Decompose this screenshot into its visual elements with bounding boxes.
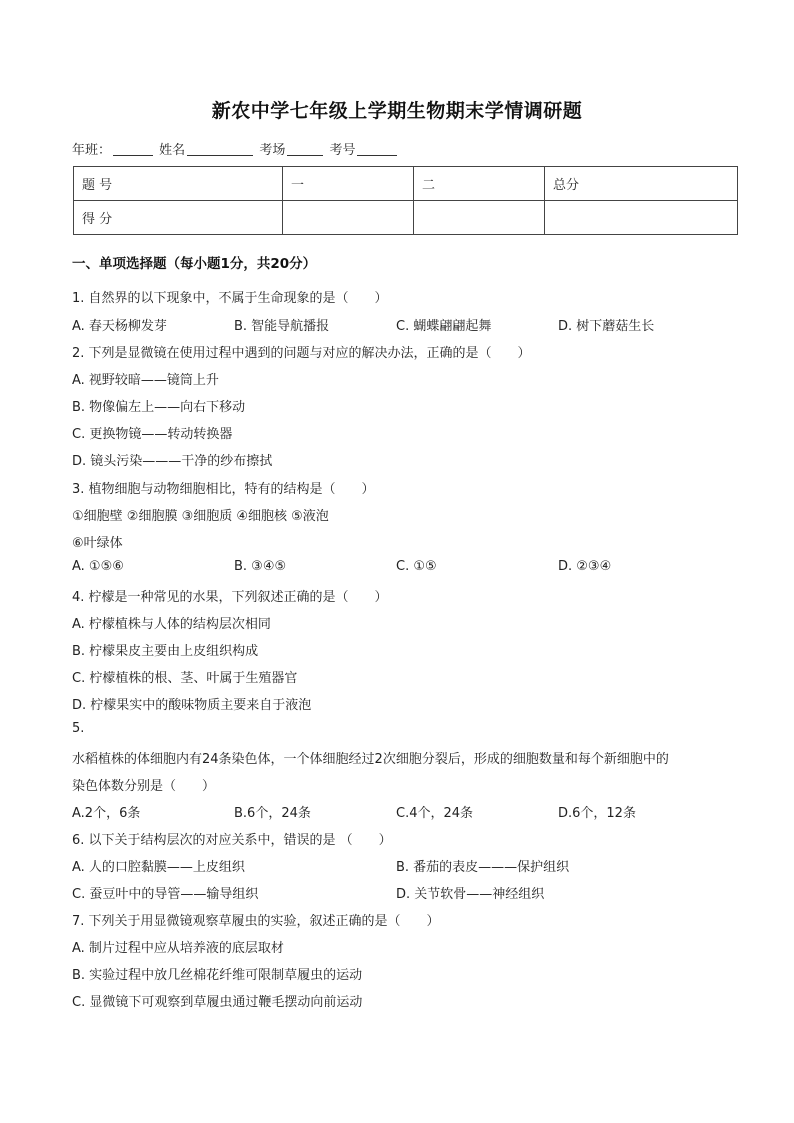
question-3-structures: ①细胞壁 ②细胞膜 ③细胞质 ④细胞核 ⑤液泡 — [72, 509, 329, 524]
question-2-stem: 2. 下列是显微镜在使用过程中遇到的问题与对应的解决办法，正确的是（ ） — [72, 346, 531, 361]
score-row-label: 得 分 — [74, 201, 283, 235]
class-label: 年班： — [72, 143, 112, 158]
class-blank[interactable] — [113, 142, 153, 156]
question-4-option-b: B. 柠檬果皮主要由上皮组织构成 — [72, 644, 259, 659]
question-1-option-b: B. 智能导航播报 — [234, 319, 330, 334]
number-label: 考号 — [329, 143, 356, 158]
question-3-option-d: D. ②③④ — [558, 559, 612, 574]
score-header-cell: 二 — [414, 167, 545, 201]
question-2-option-d: D. 镜头污染———干净的纱布擦拭 — [72, 454, 273, 469]
question-6-stem: 6. 以下关于结构层次的对应关系中，错误的是 （ ） — [72, 833, 392, 848]
question-2-option-b: B. 物像偏左上——向右下移动 — [72, 400, 246, 415]
question-5-option-c: C.4个，24条 — [396, 806, 474, 821]
question-6-option-b: B. 番茄的表皮———保护组织 — [396, 860, 570, 875]
question-6-option-d: D. 关节软骨——神经组织 — [396, 887, 545, 902]
question-7-option-c: C. 显微镜下可观察到草履虫通过鞭毛摆动向前运动 — [72, 995, 363, 1010]
score-cell[interactable] — [414, 201, 545, 235]
question-2-option-a: A. 视野较暗——镜筒上升 — [72, 373, 219, 388]
room-blank[interactable] — [287, 142, 323, 156]
question-3-option-b: B. ③④⑤ — [234, 559, 287, 574]
question-1-option-d: D. 树下蘑菇生长 — [558, 319, 655, 334]
question-4-stem: 4. 柠檬是一种常见的水果，下列叙述正确的是（ ） — [72, 590, 388, 605]
question-5-option-a: A.2个，6条 — [72, 806, 141, 821]
question-1-option-a: A. 春天杨柳发芽 — [72, 319, 167, 334]
question-1-option-c: C. 蝴蝶翩翩起舞 — [396, 319, 492, 334]
score-cell[interactable] — [283, 201, 414, 235]
score-header-cell: 一 — [283, 167, 414, 201]
question-4-option-c: C. 柠檬植株的根、茎、叶属于生殖器官 — [72, 671, 298, 686]
question-4-option-a: A. 柠檬植株与人体的结构层次相同 — [72, 617, 271, 632]
number-blank[interactable] — [357, 142, 397, 156]
room-label: 考场 — [259, 143, 286, 158]
student-info-line — [72, 139, 399, 158]
score-cell[interactable] — [545, 201, 738, 235]
question-3-option-c: C. ①⑤ — [396, 559, 437, 574]
question-5-stem-cont: 染色体数分别是（ ） — [72, 779, 216, 794]
score-header-cell: 总分 — [545, 167, 738, 201]
question-5-option-d: D.6个，12条 — [558, 806, 636, 821]
question-5-option-b: B.6个，24条 — [234, 806, 311, 821]
question-5-number: 5. — [72, 721, 85, 736]
score-header-cell: 题 号 — [74, 167, 283, 201]
question-2-option-c: C. 更换物镜——转动转换器 — [72, 427, 233, 442]
exam-title: 新农中学七年级上学期生物期末学情调研题 — [211, 100, 583, 122]
question-3-structures-cont: ⑥叶绿体 — [72, 536, 123, 551]
question-6-option-c: C. 蚕豆叶中的导管——输导组织 — [72, 887, 259, 902]
section-heading: 一、单项选择题（每小题1分，共20分） — [72, 256, 317, 272]
question-7-option-a: A. 制片过程中应从培养液的底层取材 — [72, 941, 284, 956]
question-7-stem: 7. 下列关于用显微镜观察草履虫的实验，叙述正确的是（ ） — [72, 914, 440, 929]
question-4-option-d: D. 柠檬果实中的酸味物质主要来自于液泡 — [72, 698, 312, 713]
question-3-stem: 3. 植物细胞与动物细胞相比，特有的结构是（ ） — [72, 482, 375, 497]
score-table-header-row — [74, 167, 738, 201]
name-label: 姓名 — [159, 143, 186, 158]
question-1-stem: 1. 自然界的以下现象中，不属于生命现象的是（ ） — [72, 291, 388, 306]
question-5-stem: 水稻植株的体细胞内有24条染色体，一个体细胞经过2次细胞分裂后，形成的细胞数量和每个新细胞中的 — [72, 752, 669, 767]
question-7-option-b: B. 实验过程中放几丝棉花纤维可限制草履虫的运动 — [72, 968, 363, 983]
name-blank[interactable] — [187, 142, 253, 156]
question-6-option-a: A. 人的口腔黏膜——上皮组织 — [72, 860, 245, 875]
score-table-row — [74, 201, 738, 235]
score-table — [73, 166, 738, 235]
question-3-option-a: A. ①⑤⑥ — [72, 559, 124, 574]
